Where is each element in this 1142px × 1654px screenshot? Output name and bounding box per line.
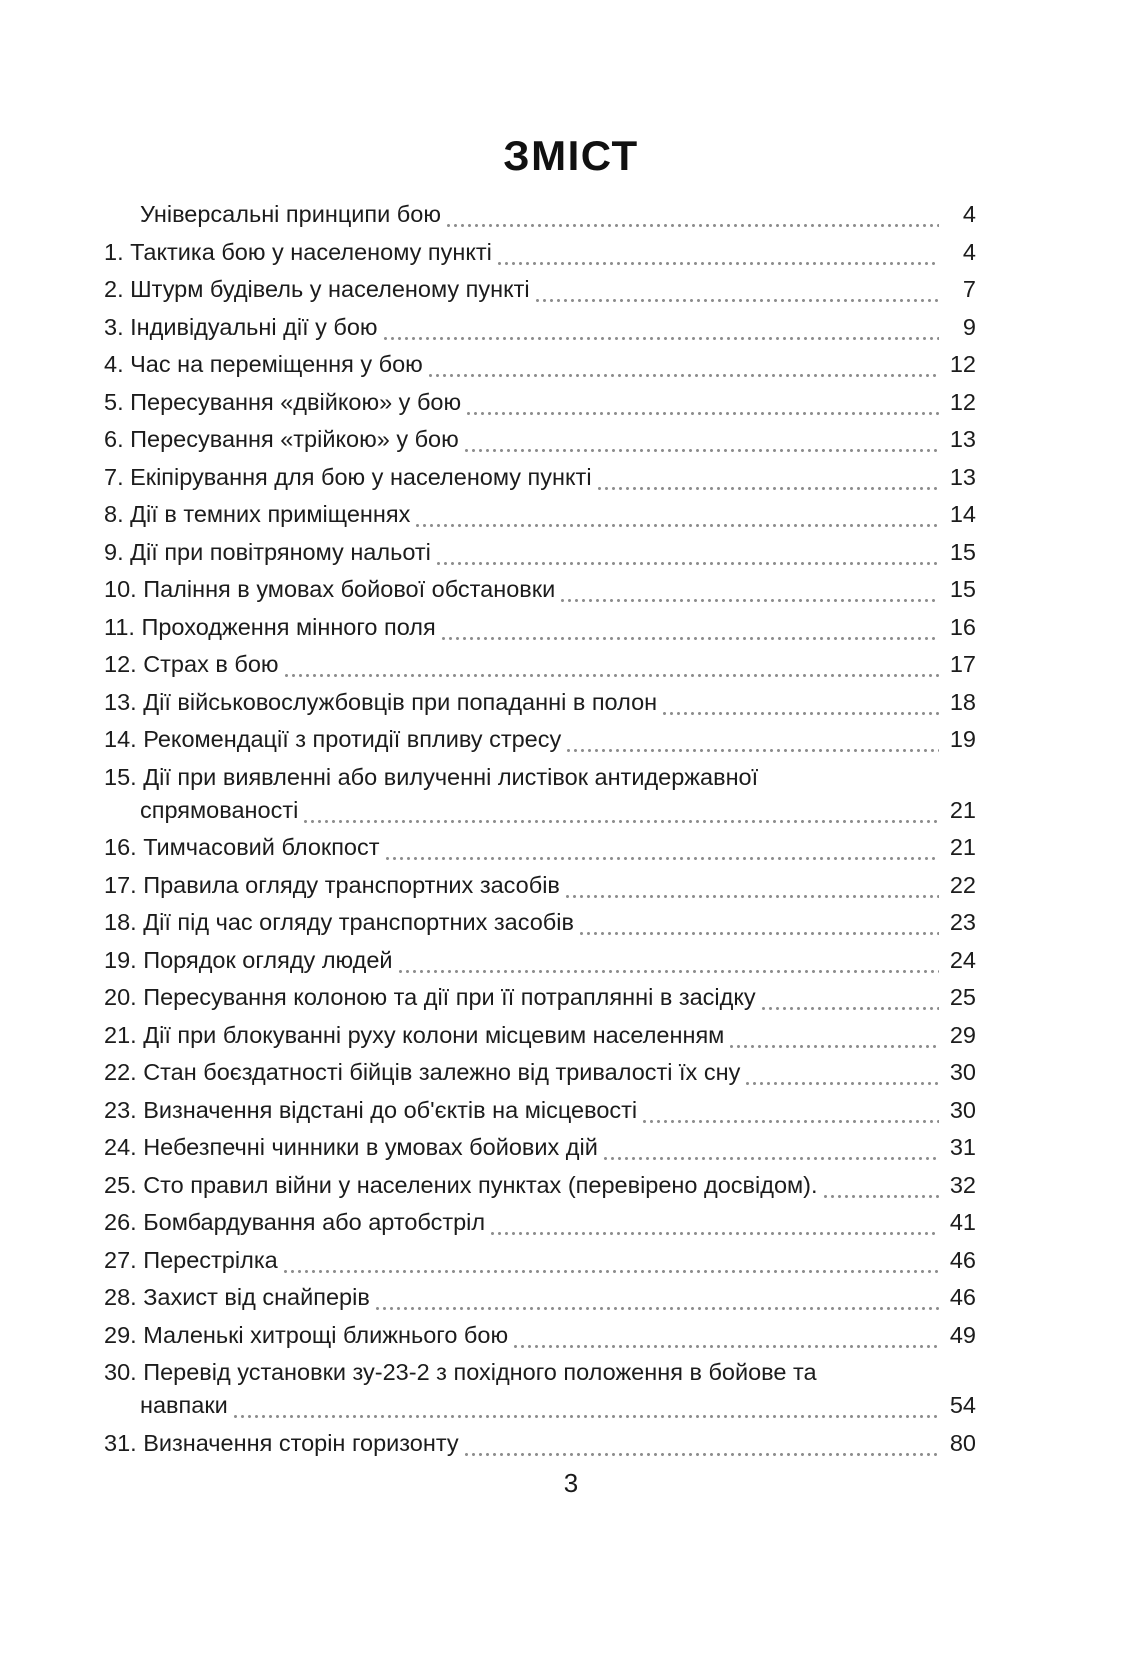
toc-entry-page-number: 19 — [949, 726, 976, 752]
toc-leader-dots — [824, 1179, 939, 1202]
toc-entry[interactable] — [104, 1056, 976, 1089]
toc-entry-page-number: 12 — [949, 351, 976, 377]
toc-leader-dots — [376, 1291, 939, 1314]
toc-leader-dots — [498, 246, 939, 269]
toc-entry-label: 2. Штурм будівель у населеному пункті — [104, 276, 530, 302]
toc-entry[interactable] — [104, 348, 976, 381]
toc-leader-dots — [643, 1104, 939, 1127]
page-title: ЗМІСТ — [503, 132, 639, 179]
toc-entry-label: 19. Порядок огляду людей — [104, 946, 393, 973]
toc-entry[interactable] — [104, 198, 976, 231]
toc-leader-dots — [442, 621, 939, 644]
toc-leader-dots — [730, 1029, 939, 1052]
toc-entry-page-number: 23 — [949, 909, 976, 935]
toc-entry-page-number: 29 — [949, 1021, 976, 1048]
toc-leader-dots — [465, 433, 939, 456]
toc-entry[interactable] — [104, 831, 976, 864]
toc-entry-label: 16. Тимчасовий блокпост — [104, 834, 380, 860]
toc-entry-label: 31. Визначення сторін горизонту — [104, 1429, 459, 1456]
toc-entry-label: Універсальні принципи бою — [140, 201, 441, 227]
toc-entry[interactable] — [104, 461, 976, 494]
toc-entry[interactable] — [104, 1427, 976, 1460]
toc-entry-label: 26. Бомбардування або артобстріл — [104, 1209, 486, 1235]
toc-entry-label: 25. Сто правил війни у населених пунктах (перевірено досвідом). — [104, 1171, 818, 1198]
toc-entry-label: 4. Час на переміщення у бою — [104, 351, 423, 377]
toc-entry-page-number: 24 — [949, 946, 976, 973]
toc-entry-page-number: 31 — [949, 1134, 976, 1160]
toc-entry-page-number: 13 — [949, 463, 976, 490]
toc-leader-dots — [447, 208, 939, 231]
toc-entry-label: 20. Пересування колоною та дії при її потраплянні в засідку — [104, 984, 756, 1010]
toc-entry-page-number: 41 — [949, 1209, 976, 1235]
toc-entry-label: 18. Дії під час огляду транспортних засобів — [104, 909, 574, 935]
toc-entry-page-number: 16 — [949, 613, 976, 640]
toc-entry-label: 13. Дії військовослужбовців при попаданні в полон — [104, 688, 658, 715]
toc-entry-page-number: 32 — [949, 1171, 976, 1198]
toc-leader-dots — [566, 879, 939, 902]
toc-leader-dots — [465, 1437, 939, 1460]
toc-entry[interactable] — [104, 1244, 976, 1277]
toc-leader-dots — [467, 396, 939, 419]
toc-entry-page-number: 15 — [949, 576, 976, 602]
toc-entry-label: 5. Пересування «двійкою» у бою — [104, 388, 462, 415]
toc-entry-page-number: 30 — [949, 1096, 976, 1123]
toc-leader-dots — [399, 954, 939, 977]
toc-leader-dots — [567, 733, 939, 756]
toc-entry-label: 12. Страх в бою — [104, 651, 279, 677]
toc-entry-page-number: 18 — [949, 688, 976, 715]
toc-leader-dots — [437, 546, 939, 569]
toc-entry[interactable] — [104, 1281, 976, 1314]
toc-entry-page-number: 15 — [949, 538, 976, 565]
toc-entry[interactable] — [104, 1319, 976, 1352]
toc-entry-page-number: 46 — [949, 1284, 976, 1310]
toc-entry[interactable] — [104, 1356, 976, 1389]
toc-entry-page-number: 49 — [949, 1321, 976, 1348]
toc-entry[interactable] — [104, 498, 976, 531]
toc-entry[interactable] — [104, 1019, 976, 1052]
toc-entry-label: 9. Дії при повітряному нальоті — [104, 538, 431, 565]
toc-leader-dots — [234, 1399, 939, 1422]
toc-entry[interactable] — [104, 761, 976, 794]
toc-entry-page-number: 22 — [949, 871, 976, 898]
toc-entry-label: 24. Небезпечні чинники в умовах бойових дій — [104, 1134, 598, 1160]
toc-entry[interactable] — [104, 1094, 976, 1127]
toc-entry-label: навпаки — [140, 1392, 228, 1418]
toc-entry[interactable] — [104, 273, 976, 306]
toc-entry[interactable] — [104, 869, 976, 902]
toc-entry-page-number: 4 — [962, 238, 976, 265]
toc-entry[interactable] — [104, 944, 976, 977]
toc-leader-dots — [580, 916, 939, 939]
toc-entry-page-number: 25 — [949, 984, 976, 1010]
footer-page-number: 3 — [563, 1468, 579, 1498]
toc-entry-page-number: 4 — [962, 201, 976, 227]
toc-leader-dots — [304, 804, 939, 827]
toc-entry[interactable] — [104, 611, 976, 644]
toc-entry-label: 21. Дії при блокуванні руху колони місцевим населенням — [104, 1021, 725, 1048]
toc-entry-label: 1. Тактика бою у населеному пункті — [104, 238, 492, 265]
toc-entry[interactable] — [104, 1389, 976, 1422]
toc-leader-dots — [663, 696, 939, 719]
toc-entry-label: 23. Визначення відстані до об'єктів на місцевості — [104, 1096, 638, 1123]
toc-entry-label: 29. Маленькі хитрощі ближнього бою — [104, 1321, 509, 1348]
toc-entry[interactable] — [104, 386, 976, 419]
toc-entry-page-number: 17 — [949, 651, 976, 677]
toc-entry-label: 3. Індивідуальні дії у бою — [104, 313, 378, 340]
toc-leader-dots — [762, 991, 939, 1014]
toc-entry-label: 6. Пересування «трійкою» у бою — [104, 426, 459, 452]
toc-entry[interactable] — [104, 423, 976, 456]
toc-leader-dots — [604, 1141, 939, 1164]
toc-leader-dots — [536, 283, 939, 306]
toc-entry-page-number: 12 — [949, 388, 976, 415]
toc-entry-page-number: 7 — [962, 276, 976, 302]
toc-entry-label: 15. Дії при виявленні або вилученні листівок антидержавної — [104, 763, 759, 790]
toc-entry-label: 10. Паління в умовах бойової обстановки — [104, 576, 556, 602]
toc-entry-page-number: 80 — [949, 1429, 976, 1456]
toc-entry-page-number: 21 — [949, 834, 976, 860]
toc-leader-dots — [386, 841, 939, 864]
toc-entry[interactable] — [104, 1206, 976, 1239]
toc-entry[interactable] — [104, 1131, 976, 1164]
toc-entry-label: 22. Стан боєздатності бійців залежно від тривалості їх сну — [104, 1059, 741, 1085]
toc-leader-dots — [416, 508, 939, 531]
toc-entry[interactable] — [104, 1169, 976, 1202]
table-of-contents — [104, 198, 976, 1464]
toc-leader-dots — [491, 1216, 939, 1239]
toc-entry[interactable] — [104, 981, 976, 1014]
toc-leader-dots — [561, 583, 939, 606]
toc-entry-page-number: 54 — [949, 1392, 976, 1418]
toc-entry-page-number: 9 — [962, 313, 976, 340]
toc-entry-page-number: 21 — [949, 796, 976, 823]
toc-entry-label: 28. Захист від снайперів — [104, 1284, 370, 1310]
toc-entry-label: 7. Екіпірування для бою у населеному пункті — [104, 463, 592, 490]
toc-entry-page-number: 30 — [949, 1059, 976, 1085]
toc-entry-label: 27. Перестрілка — [104, 1246, 278, 1273]
toc-entry[interactable] — [104, 686, 976, 719]
toc-entry[interactable] — [104, 311, 976, 344]
toc-entry-label: спрямованості — [140, 796, 299, 823]
toc-leader-dots — [746, 1066, 939, 1089]
toc-leader-dots — [514, 1329, 939, 1352]
toc-leader-dots — [285, 658, 939, 681]
toc-entry-label: 30. Перевід установки зу-23-2 з похідного положення в бойове та — [104, 1359, 817, 1385]
toc-entry[interactable] — [104, 906, 976, 939]
toc-entry[interactable] — [104, 794, 976, 827]
toc-leader-dots — [429, 358, 939, 381]
toc-entry[interactable] — [104, 648, 976, 681]
toc-entry-page-number: 13 — [949, 426, 976, 452]
toc-leader-dots — [384, 321, 939, 344]
toc-entry[interactable] — [104, 536, 976, 569]
toc-entry-label: 14. Рекомендації з протидії впливу стресу — [104, 726, 562, 752]
toc-entry-label: 8. Дії в темних приміщеннях — [104, 501, 411, 527]
toc-leader-dots — [598, 471, 939, 494]
toc-entry[interactable] — [104, 723, 976, 756]
toc-entry[interactable] — [104, 573, 976, 606]
toc-entry-label: 17. Правила огляду транспортних засобів — [104, 871, 560, 898]
toc-entry-label: 11. Проходження мінного поля — [104, 613, 436, 640]
toc-leader-dots — [284, 1254, 939, 1277]
toc-entry-page-number: 46 — [949, 1246, 976, 1273]
toc-entry-page-number: 14 — [949, 501, 976, 527]
toc-entry[interactable] — [104, 236, 976, 269]
